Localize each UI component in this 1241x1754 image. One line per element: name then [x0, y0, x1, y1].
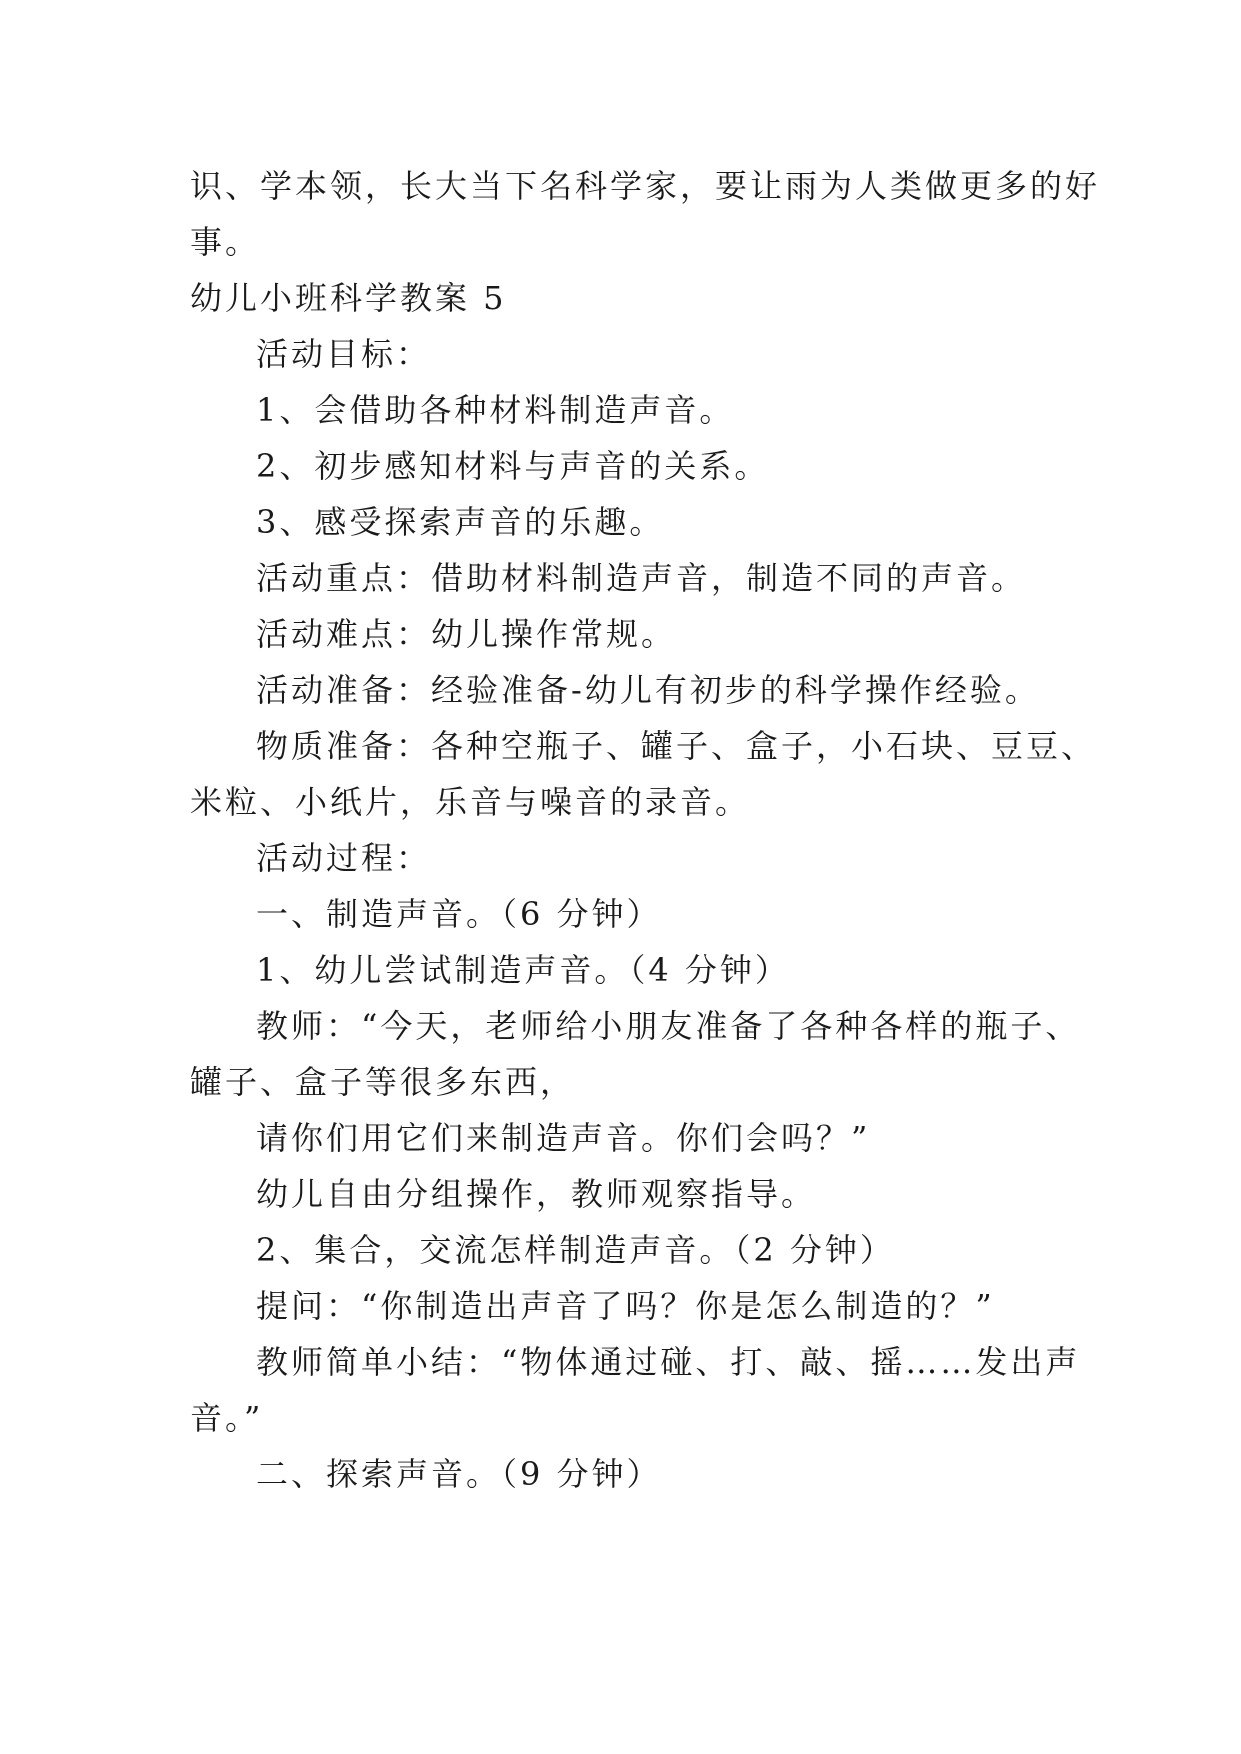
paragraph-line: 2、集合，交流怎样制造声音。（2 分钟）	[256, 1231, 895, 1269]
paragraph-line: 请你们用它们来制造声音。你们会吗？”	[256, 1119, 871, 1157]
paragraph-line: 2、初步感知材料与声音的关系。	[256, 447, 770, 485]
paragraph-line: 教师：“今天，老师给小朋友准备了各种各样的瓶子、	[256, 1007, 1081, 1045]
paragraph-line: 教师简单小结：“物体通过碰、打、敲、摇……发出声	[256, 1343, 1081, 1381]
paragraph-line: 活动重点：借助材料制造声音，制造不同的声音。	[256, 559, 1027, 597]
paragraph-line: 1、幼儿尝试制造声音。（4 分钟）	[256, 951, 790, 989]
paragraph-line: 活动目标：	[256, 335, 432, 373]
paragraph-line: 事。	[190, 223, 261, 261]
paragraph-line: 罐子、盒子等很多东西，	[190, 1063, 576, 1101]
paragraph-line: 活动准备：经验准备-幼儿有初步的科学操作经验。	[256, 671, 1040, 709]
paragraph-line: 一、制造声音。（6 分钟）	[256, 895, 662, 933]
paragraph-line: 二、探索声音。（9 分钟）	[256, 1455, 662, 1493]
paragraph-line: 活动难点：幼儿操作常规。	[256, 615, 677, 653]
paragraph-line: 活动过程：	[256, 839, 432, 877]
paragraph-line: 3、感受探索声音的乐趣。	[256, 503, 665, 541]
paragraph-line: 物质准备：各种空瓶子、罐子、盒子，小石块、豆豆、	[256, 727, 1097, 765]
paragraph-line: 米粒、小纸片，乐音与噪音的录音。	[190, 783, 751, 821]
section-heading: 幼儿小班科学教案 5	[190, 279, 507, 317]
paragraph-line: 幼儿自由分组操作，教师观察指导。	[256, 1175, 817, 1213]
paragraph-line: 1、会借助各种材料制造声音。	[256, 391, 735, 429]
paragraph-line: 提问：“你制造出声音了吗？你是怎么制造的？”	[256, 1287, 995, 1325]
paragraph-line: 音。”	[190, 1399, 264, 1437]
paragraph-line: 识、学本领，长大当下名科学家，要让雨为人类做更多的好	[190, 167, 1101, 205]
